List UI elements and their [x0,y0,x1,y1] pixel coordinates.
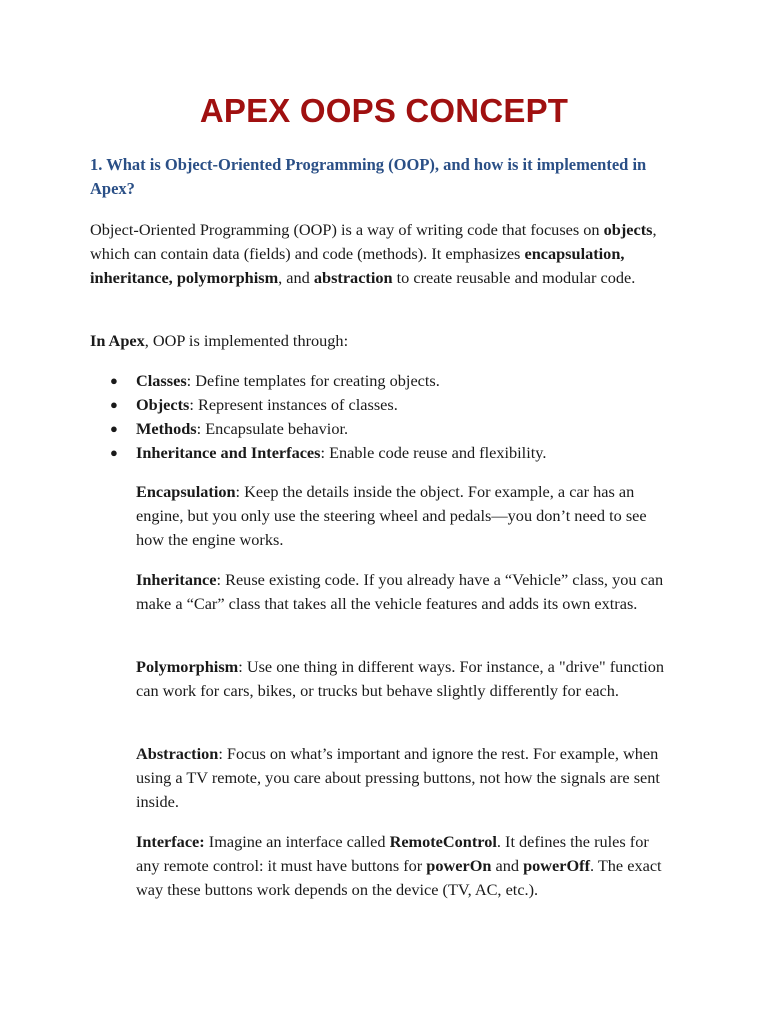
polymorphism-text: : Use one thing in different ways. For instance, a "drive" function can work for cars, bikes, or trucks but behave slightly differently for each. [136,657,665,700]
polymorphism-term: Polymorphism [136,657,239,676]
encapsulation-term: Encapsulation [136,482,236,501]
apex-bold-label: In Apex [90,331,145,350]
feature-desc: : Encapsulate behavior. [196,419,349,438]
bullet-icon: ● [110,373,118,388]
bullet-icon: ● [110,397,118,412]
intro-text-2: , which can contain data (fields) and code (methods). It emphasizes [90,220,657,263]
feature-term: Classes [136,371,187,390]
intro-text-3: , and [278,268,314,287]
bullet-icon: ● [110,445,118,460]
polymorphism-paragraph [136,655,676,703]
list-item [90,393,690,417]
feature-list [90,369,690,465]
feature-desc: : Define templates for creating objects. [186,371,440,390]
interface-bold-poweroff: powerOff [523,856,590,875]
interface-text-3: and [491,856,524,875]
interface-text-1: Imagine an interface called [204,832,390,851]
interface-bold-poweron: powerOn [426,856,492,875]
intro-bold-objects: objects [603,220,653,239]
interface-bold-remotecontrol: RemoteControl [389,832,497,851]
inheritance-text: : Reuse existing code. If you already have a “Vehicle” class, you can make a “Car” class that takes all the vehicle features and adds its own extras. [136,570,664,613]
feature-term: Inheritance and Interfaces [136,443,321,462]
apex-implementation-line [90,329,680,353]
list-item [90,441,690,465]
interface-term: Interface: [136,832,205,851]
page-title: APEX OOPS CONCEPT [199,92,569,129]
feature-term: Methods [136,419,197,438]
intro-text-4: to create reusable and modular code. [392,268,636,287]
feature-term: Objects [136,395,190,414]
encapsulation-paragraph [136,480,676,552]
feature-desc: : Enable code reuse and flexibility. [320,443,547,462]
abstraction-term: Abstraction [136,744,219,763]
apex-line-text: , OOP is implemented through: [144,331,349,350]
intro-bold-pillars: encapsulation, inheritance, polymorphism [90,244,625,287]
interface-text-4: . The exact way these buttons work depends on the device (TV, AC, etc.). [136,856,662,899]
list-item [90,417,690,441]
interface-text-2: . It defines the rules for any remote control: it must have buttons for [136,832,649,875]
list-item [90,369,690,393]
bullet-icon: ● [110,421,118,436]
encapsulation-text: : Keep the details inside the object. For example, a car has an engine, but you only use the steering wheel and pedals—you don’t need to see how the engine works. [136,482,647,549]
inheritance-term: Inheritance [136,570,217,589]
abstraction-paragraph [136,742,676,814]
abstraction-text: : Focus on what’s important and ignore the rest. For example, when using a TV remote, you care about pressing buttons, not how the signals are sent inside. [136,744,660,811]
intro-text-1: Object-Oriented Programming (OOP) is a way of writing code that focuses on [90,220,604,239]
inheritance-paragraph [136,568,676,616]
feature-desc: : Represent instances of classes. [189,395,398,414]
intro-paragraph [90,218,680,290]
intro-bold-abstraction: abstraction [313,268,393,287]
interface-paragraph [136,830,676,902]
question-heading: 1. What is Object-Oriented Programming (OOP), and how is it implemented in Apex? [90,155,647,198]
